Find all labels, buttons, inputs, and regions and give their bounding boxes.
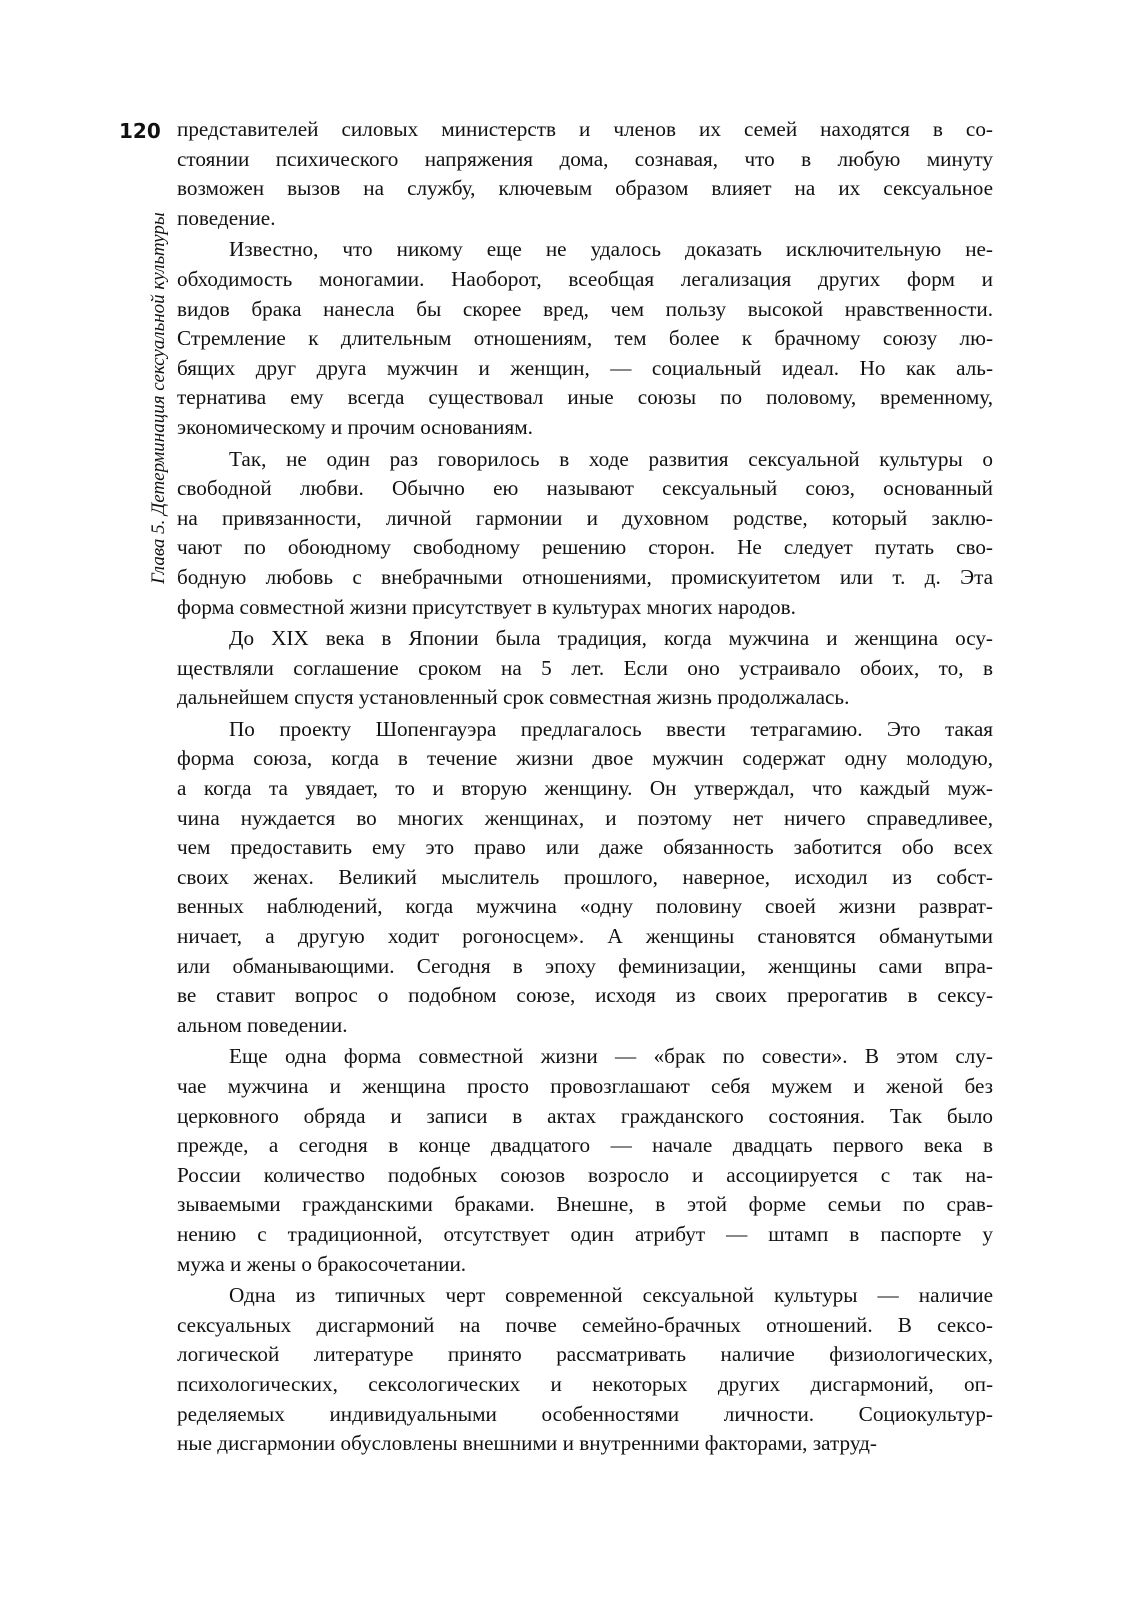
text-line: венных наблюдений, когда мужчина «одну половину своей жизни разврат- bbox=[177, 894, 993, 919]
text-line: зываемыми гражданскими браками. Внешне, в этой форме семьи по срав- bbox=[177, 1192, 993, 1217]
text-line: своих женах. Великий мыслитель прошлого, наверное, исходил из собст- bbox=[177, 864, 993, 889]
text-line: чае мужчина и женщина просто провозглашают себя мужем и женой без bbox=[177, 1074, 993, 1098]
text-line: поведение. bbox=[177, 205, 276, 230]
paragraph bbox=[177, 715, 993, 1041]
text-line: Еще одна форма совместной жизни — «брак по совести». В этом слу- bbox=[229, 1044, 993, 1069]
page-number: 120 bbox=[119, 119, 161, 143]
text-line: Известно, что никому еще не удалось доказать исключительную не- bbox=[229, 237, 993, 262]
text-line: Так, не один раз говорилось в ходе развития сексуальной культуры о bbox=[229, 446, 993, 471]
text-line: бодную любовь с внебрачными отношениями, промискуитетом или т. д. Эта bbox=[177, 564, 993, 589]
text-line: стоянии психического напряжения дома, сознавая, что в любую минуту bbox=[177, 146, 993, 171]
paragraph bbox=[177, 445, 993, 623]
text-line: видов брака нанесла бы скорее вред, чем пользу высокой нравственности. bbox=[177, 296, 993, 321]
text-line: логической литературе принято рассматривать наличие физиологических, bbox=[177, 1342, 993, 1367]
paragraph bbox=[177, 1042, 993, 1279]
text-line: тернатива ему всегда существовал иные союзы по половому, временному, bbox=[177, 385, 993, 410]
text-line: церковного обряда и записи в актах гражданского состояния. Так было bbox=[177, 1103, 993, 1128]
text-line: До XIX века в Японии была традиция, когда мужчина и женщина осу- bbox=[229, 626, 993, 651]
paragraph bbox=[177, 1281, 993, 1459]
paragraph bbox=[177, 115, 993, 233]
text-line: или обманывающими. Сегодня в эпоху феминизации, женщины сами впра- bbox=[177, 953, 993, 978]
text-line: чина нуждается во многих женщинах, и поэтому нет ничего справедливее, bbox=[177, 805, 993, 830]
text-line: обходимость моногамии. Наоборот, всеобщая легализация других форм и bbox=[177, 266, 993, 291]
text-line: чают по обоюдному свободному решению сторон. Не следует путать сво- bbox=[177, 535, 993, 560]
text-line: форма союза, когда в течение жизни двое мужчин содержат одну молодую, bbox=[177, 746, 993, 771]
text-line: мужа и жены о бракосочетании. bbox=[177, 1251, 467, 1276]
paragraph bbox=[177, 624, 993, 713]
text-line: прежде, а сегодня в конце двадцатого — начале двадцать первого века в bbox=[177, 1133, 993, 1158]
paragraph bbox=[177, 235, 993, 442]
body-text bbox=[177, 115, 993, 1459]
text-line: форма совместной жизни присутствует в культурах многих народов. bbox=[177, 594, 796, 619]
text-line: чем предоставить ему это право или даже обязанность заботится обо всех bbox=[177, 835, 993, 860]
text-line: свободной любви. Обычно ею называют сексуальный союз, основанный bbox=[177, 476, 993, 501]
text-line: альном поведении. bbox=[177, 1012, 348, 1037]
text-line: экономическому и прочим основаниям. bbox=[177, 414, 533, 439]
running-head: Глава 5. Детерминация сексуальной культуры bbox=[148, 212, 169, 584]
text-line: нению с традиционной, отсутствует один атрибут — штамп в паспорте у bbox=[177, 1221, 993, 1246]
text-line: на привязанности, личной гармонии и духовном родстве, который заклю- bbox=[177, 505, 993, 530]
text-line: ничает, а другую ходит рогоносцем». А женщины становятся обманутыми bbox=[177, 924, 993, 949]
text-line: ные дисгармонии обусловлены внешними и внутренними факторами, затруд- bbox=[177, 1431, 877, 1456]
text-line: психологических, сексологических и некоторых других дисгармоний, оп- bbox=[177, 1371, 993, 1396]
text-line: бящих друг друга мужчин и женщин, — социальный идеал. Но как аль- bbox=[177, 355, 993, 380]
text-line: представителей силовых министерств и членов их семей находятся в со- bbox=[177, 117, 993, 141]
text-line: а когда та увядает, то и вторую женщину. Он утверждал, что каждый муж- bbox=[177, 776, 993, 801]
text-line: ве ставит вопрос о подобном союзе, исходя из своих прерогатив в сексу- bbox=[177, 983, 993, 1008]
text-line: России количество подобных союзов возросло и ассоциируется с так на- bbox=[177, 1162, 993, 1187]
text-line: ределяемых индивидуальными особенностями личности. Социокультур- bbox=[177, 1401, 993, 1426]
text-line: По проекту Шопенгауэра предлагалось ввести тетрагамию. Это такая bbox=[229, 716, 993, 741]
text-line: Одна из типичных черт современной сексуальной культуры — наличие bbox=[229, 1283, 993, 1308]
text-line: возможен вызов на службу, ключевым образом влияет на их сексуальное bbox=[177, 176, 993, 201]
text-line: сексуальных дисгармоний на почве семейно-брачных отношений. В сексо- bbox=[177, 1312, 993, 1337]
text-line: ществляли соглашение сроком на 5 лет. Если оно устраивало обоих, то, в bbox=[177, 655, 993, 680]
text-line: Стремление к длительным отношениям, тем более к брачному союзу лю- bbox=[177, 326, 993, 351]
text-line: дальнейшем спустя установленный срок совместная жизнь продолжалась. bbox=[177, 685, 850, 710]
